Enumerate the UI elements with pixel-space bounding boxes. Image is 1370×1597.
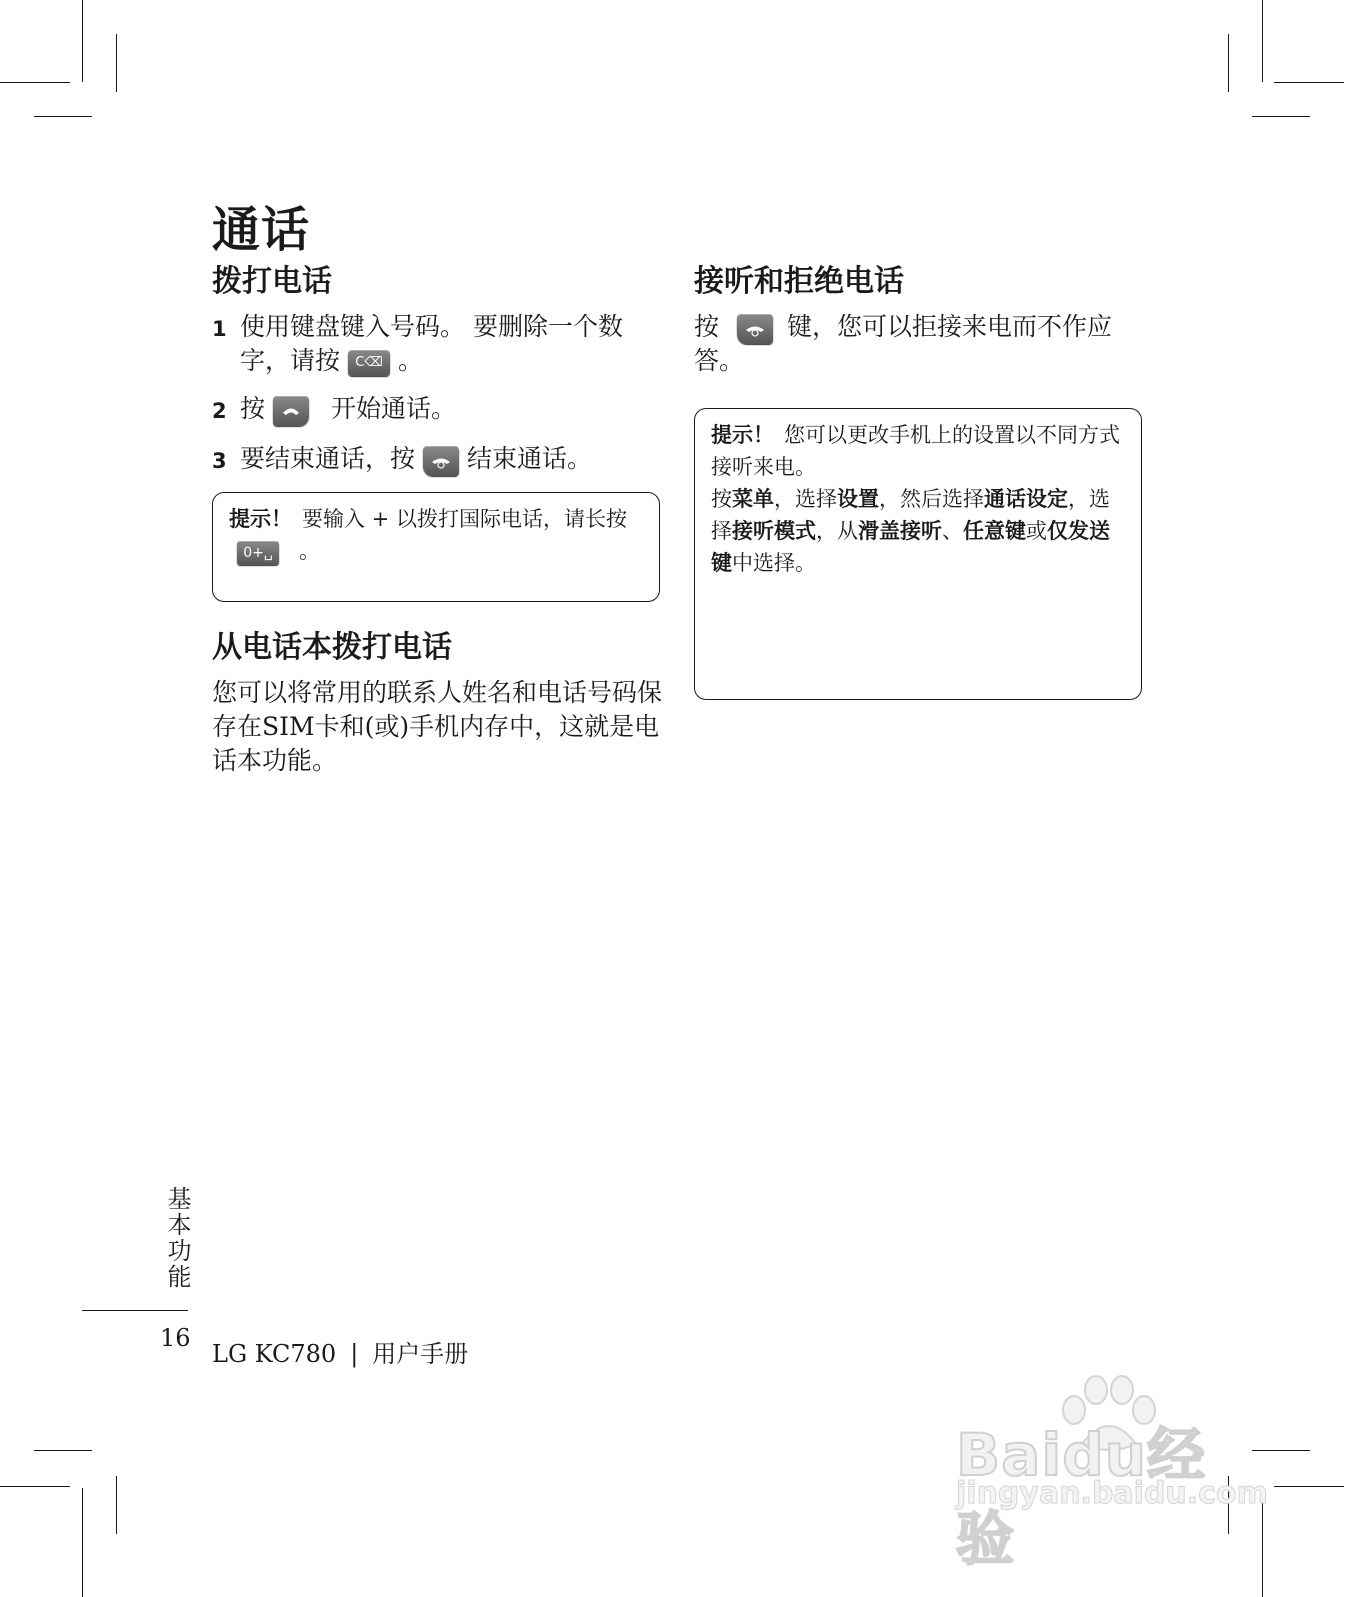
tip-text: ，选择	[774, 487, 837, 511]
clear-key-icon: C⌫	[348, 350, 390, 376]
crop-mark	[82, 0, 83, 82]
tip-text: 、	[942, 519, 963, 543]
tip-text: 按	[711, 487, 732, 511]
answer-body	[694, 310, 1146, 378]
step-text	[240, 442, 662, 478]
step-text-b: 。	[398, 346, 424, 375]
crop-mark	[34, 116, 92, 117]
footer-separator: |	[350, 1340, 359, 1368]
crop-mark	[1262, 0, 1263, 82]
tip-label: 提示！	[711, 423, 774, 447]
step-number: 3	[212, 449, 227, 473]
tip-text: 您可以更改手机上的设置以不同方式接听来电。	[711, 423, 1120, 479]
phonebook-body: 您可以将常用的联系人姓名和电话号码保存在SIM卡和(或)手机内存中，这就是电话本功能。	[212, 678, 663, 775]
side-divider	[82, 1310, 188, 1311]
settings-term: 设置	[837, 487, 879, 511]
baidu-watermark	[952, 1372, 1268, 1573]
call-settings-term: 通话设定	[984, 487, 1068, 511]
answer-body-b: 键，您可以拒接来电而不作应答。	[694, 312, 1113, 375]
phone-end-icon	[737, 314, 773, 344]
list-item	[212, 310, 662, 378]
left-column	[212, 262, 662, 778]
menu-term: 菜单	[732, 487, 774, 511]
tip-line-1	[711, 419, 1125, 483]
answer-tip-box	[694, 408, 1142, 700]
list-item	[212, 442, 662, 478]
footer-manual: 用户手册	[372, 1340, 469, 1368]
crop-mark	[116, 34, 117, 92]
zero-key-icon: 0+␣	[237, 541, 279, 565]
crop-mark	[1252, 116, 1310, 117]
section-side-label: 基本功能	[163, 1186, 191, 1290]
tip-label: 提示！	[229, 507, 292, 531]
footer	[212, 1334, 468, 1369]
step-text	[240, 310, 662, 378]
crop-mark	[1274, 82, 1344, 83]
crop-mark	[1274, 1486, 1344, 1487]
footer-model: LG KC780	[212, 1340, 337, 1368]
step-number: 1	[212, 317, 227, 341]
crop-mark	[34, 1450, 92, 1451]
watermark-brand: Baidu经验	[956, 1421, 1207, 1573]
tip-text-a: 要输入 + 以拨打国际电话，请长按	[302, 507, 627, 531]
dial-heading: 拨打电话	[212, 264, 332, 299]
step-text-a: 使用键盘键入号码。 要删除一个数字，请按	[240, 312, 623, 375]
tip-text-b: 。	[299, 539, 320, 563]
crop-mark	[0, 1486, 70, 1487]
right-column	[694, 262, 1146, 700]
tip-text: ，然后选择	[879, 487, 984, 511]
page-title: 通话	[212, 202, 311, 259]
list-item	[212, 392, 662, 428]
step-text-b: 开始通话。	[331, 394, 457, 423]
step-text-a: 要结束通话，按	[240, 444, 416, 473]
phonebook-heading: 从电话本拨打电话	[212, 630, 452, 665]
watermark-url: jingyan.baidu.com	[956, 1476, 1268, 1511]
slide-answer-term: 滑盖接听	[858, 519, 942, 543]
crop-mark	[0, 82, 70, 83]
step-text-a: 按	[240, 394, 266, 423]
dial-steps	[212, 310, 662, 478]
answer-heading: 接听和拒绝电话	[694, 264, 904, 299]
tip-line-2	[711, 483, 1125, 579]
answer-mode-term: 接听模式	[732, 519, 816, 543]
phone-send-icon	[273, 396, 309, 426]
step-text-b: 结束通话。	[467, 444, 593, 473]
phone-end-icon	[423, 446, 459, 476]
answer-body-a: 按	[694, 312, 720, 341]
dial-tip-box	[212, 492, 660, 602]
tip-text: ，选择	[711, 487, 1110, 543]
send-key-only-term: 仅发送键	[711, 519, 1110, 575]
step-number: 2	[212, 399, 227, 423]
crop-mark	[116, 1476, 117, 1534]
tip-text: ，从	[816, 519, 858, 543]
page-number: 16	[160, 1324, 191, 1352]
any-key-term: 任意键	[963, 519, 1026, 543]
tip-text: 中选择。	[732, 551, 816, 575]
crop-mark	[1228, 34, 1229, 92]
step-text	[240, 392, 662, 428]
crop-mark	[82, 1488, 83, 1597]
tip-text: 或	[1026, 519, 1047, 543]
